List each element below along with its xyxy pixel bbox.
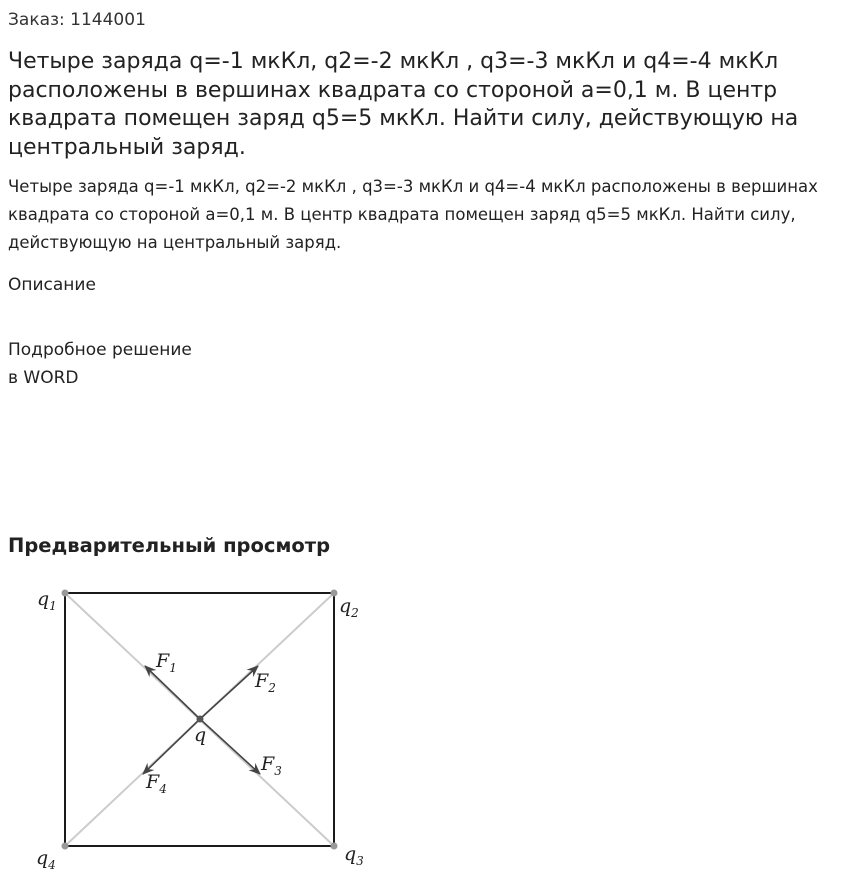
description-section-label: Описание bbox=[8, 275, 96, 295]
force-arrow-f2 bbox=[200, 666, 258, 719]
problem-description: Четыре заряда q=-1 мкКл, q2=-2 мкКл , q3=-3 мкКл и q4=-4 мкКл расположены в вершинах квадрата со стороной a=0,1 м. В центр квадрата помещен заряд q5=5 мкКл. Найти силу, действующую на центральный заряд. bbox=[8, 177, 818, 252]
force-arrow-f3 bbox=[200, 719, 260, 774]
label-q2: $q_2$ bbox=[339, 595, 359, 620]
solution-line-2: в WORD bbox=[8, 368, 79, 388]
charge-point-q1 bbox=[62, 590, 69, 597]
order-number: Заказ: 1144001 bbox=[8, 10, 146, 30]
solution-note bbox=[8, 336, 192, 392]
charge-point-q2 bbox=[331, 590, 338, 597]
label-f3: $F_3$ bbox=[261, 753, 282, 778]
label-f4: $F_4$ bbox=[146, 771, 167, 796]
charge-point-q3 bbox=[331, 843, 338, 850]
label-f1: $F_1$ bbox=[156, 650, 177, 675]
label-q1: $q_1$ bbox=[37, 588, 57, 613]
charge-point-q4 bbox=[62, 843, 69, 850]
page-title: Четыре заряда q=-1 мкКл, q2=-2 мкКл , q3=-3 мкКл и q4=-4 мкКл расположены в вершинах квадрата со стороной a=0,1 м. В центр квадрата помещен заряд q5=5 мкКл. Найти силу, действующую на центральный заряд. bbox=[8, 49, 799, 160]
force-arrow-f4 bbox=[143, 719, 200, 774]
solution-line-1: Подробное решение bbox=[8, 340, 192, 360]
label-q3: $q_3$ bbox=[344, 843, 364, 868]
label-f2: $F_2$ bbox=[255, 670, 276, 695]
label-q4: $q_4$ bbox=[36, 847, 56, 872]
preview-title: Предварительный просмотр bbox=[8, 534, 331, 557]
label-q-center: q bbox=[194, 724, 207, 746]
preview-diagram bbox=[22, 578, 382, 878]
charge-point-center bbox=[197, 716, 204, 723]
